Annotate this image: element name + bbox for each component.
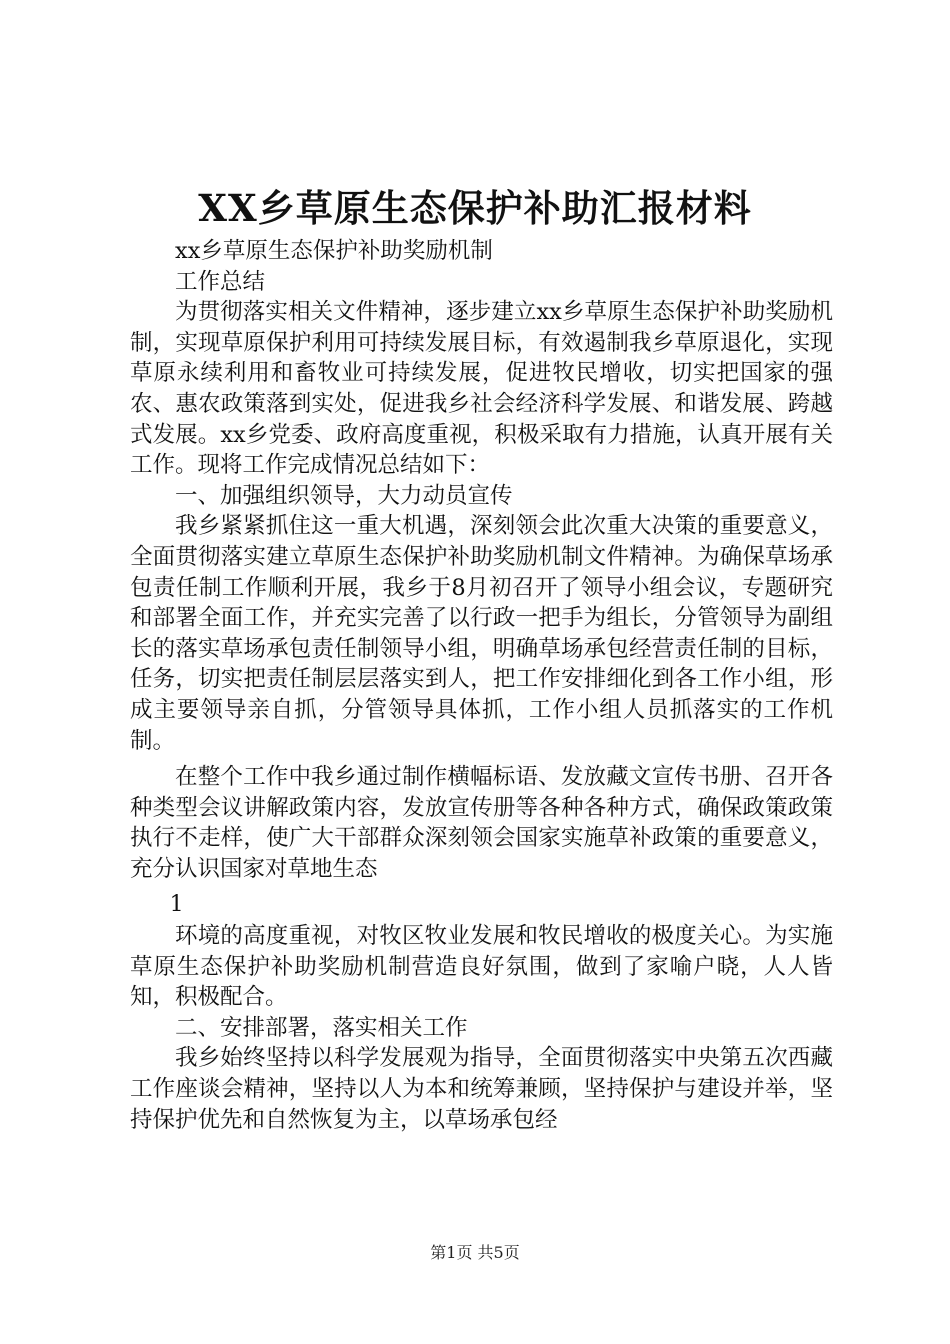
document-title: XX乡草原生态保护补助汇报材料 — [198, 186, 752, 230]
source-page-number: 1 — [169, 892, 184, 918]
subtitle-line-2: 工作总结 — [175, 268, 266, 295]
section-1-paragraph-3: 环境的高度重视，对牧区牧业发展和牧民增收的极度关心。为实施草原生态保护补助奖励机制营造良好氛围，做到了家喻户晓，人人皆知，积极配合。 — [130, 923, 833, 1011]
document-body — [130, 236, 833, 1135]
section-heading-1: 一、加强组织领导，大力动员宣传 — [175, 482, 513, 509]
section-1-paragraph-1: 我乡紧紧抓住这一重大机遇，深刻领会此次重大决策的重要意义，全面贯彻落实建立草原生态保护补助奖励机制文件精神。为确保草场承包责任制工作顺利开展，我乡于8月初召开了领导小组会议，专题研究和部署全面工作，并充实完善了以行政一把手为组长，分管领导为副组长的落实草场承包责任制领导小组，明确草场承包经营责任制的目标，任务，切实把责任制层层落实到人，把工作安排细化到各工作小组，形成主要领导亲自抓，分管领导具体抓，工作小组人员抓落实的工作机制。 — [130, 513, 833, 754]
section-heading-2: 二、安排部署，落实相关工作 — [175, 1014, 468, 1041]
section-1-paragraph-2: 在整个工作中我乡通过制作横幅标语、发放藏文宣传书册、召开各种类型会议讲解政策内容，发放宣传册等各种各种方式，确保政策政策执行不走样，使广大干部群众深刻领会国家实施草补政策的重要意义，充分认识国家对草地生态 — [130, 764, 833, 882]
section-2-paragraph-1: 我乡始终坚持以科学发展观为指导，全面贯彻落实中央第五次西藏工作座谈会精神，坚持以人为本和统筹兼顾，坚持保护与建设并举，坚持保护优先和自然恢复为主，以草场承包经 — [130, 1045, 833, 1133]
subtitle-line-1: xx乡草原生态保护补助奖励机制 — [175, 238, 493, 264]
intro-paragraph: 为贯彻落实相关文件精神，逐步建立xx乡草原生态保护补助奖励机制，实现草原保护利用可持续发展目标，有效遏制我乡草原退化，实现草原永续利用和畜牧业可持续发展，促进牧民增收，切实把国家的强农、惠农政策落到实处，促进我乡社会经济科学发展、和谐发展、跨越式发展。xx乡党委、政府高度重视，积极采取有力措施，认真开展有关工作。现将工作完成情况总结如下： — [130, 299, 833, 479]
page-footer: 第1页 共5页 — [430, 1243, 520, 1262]
